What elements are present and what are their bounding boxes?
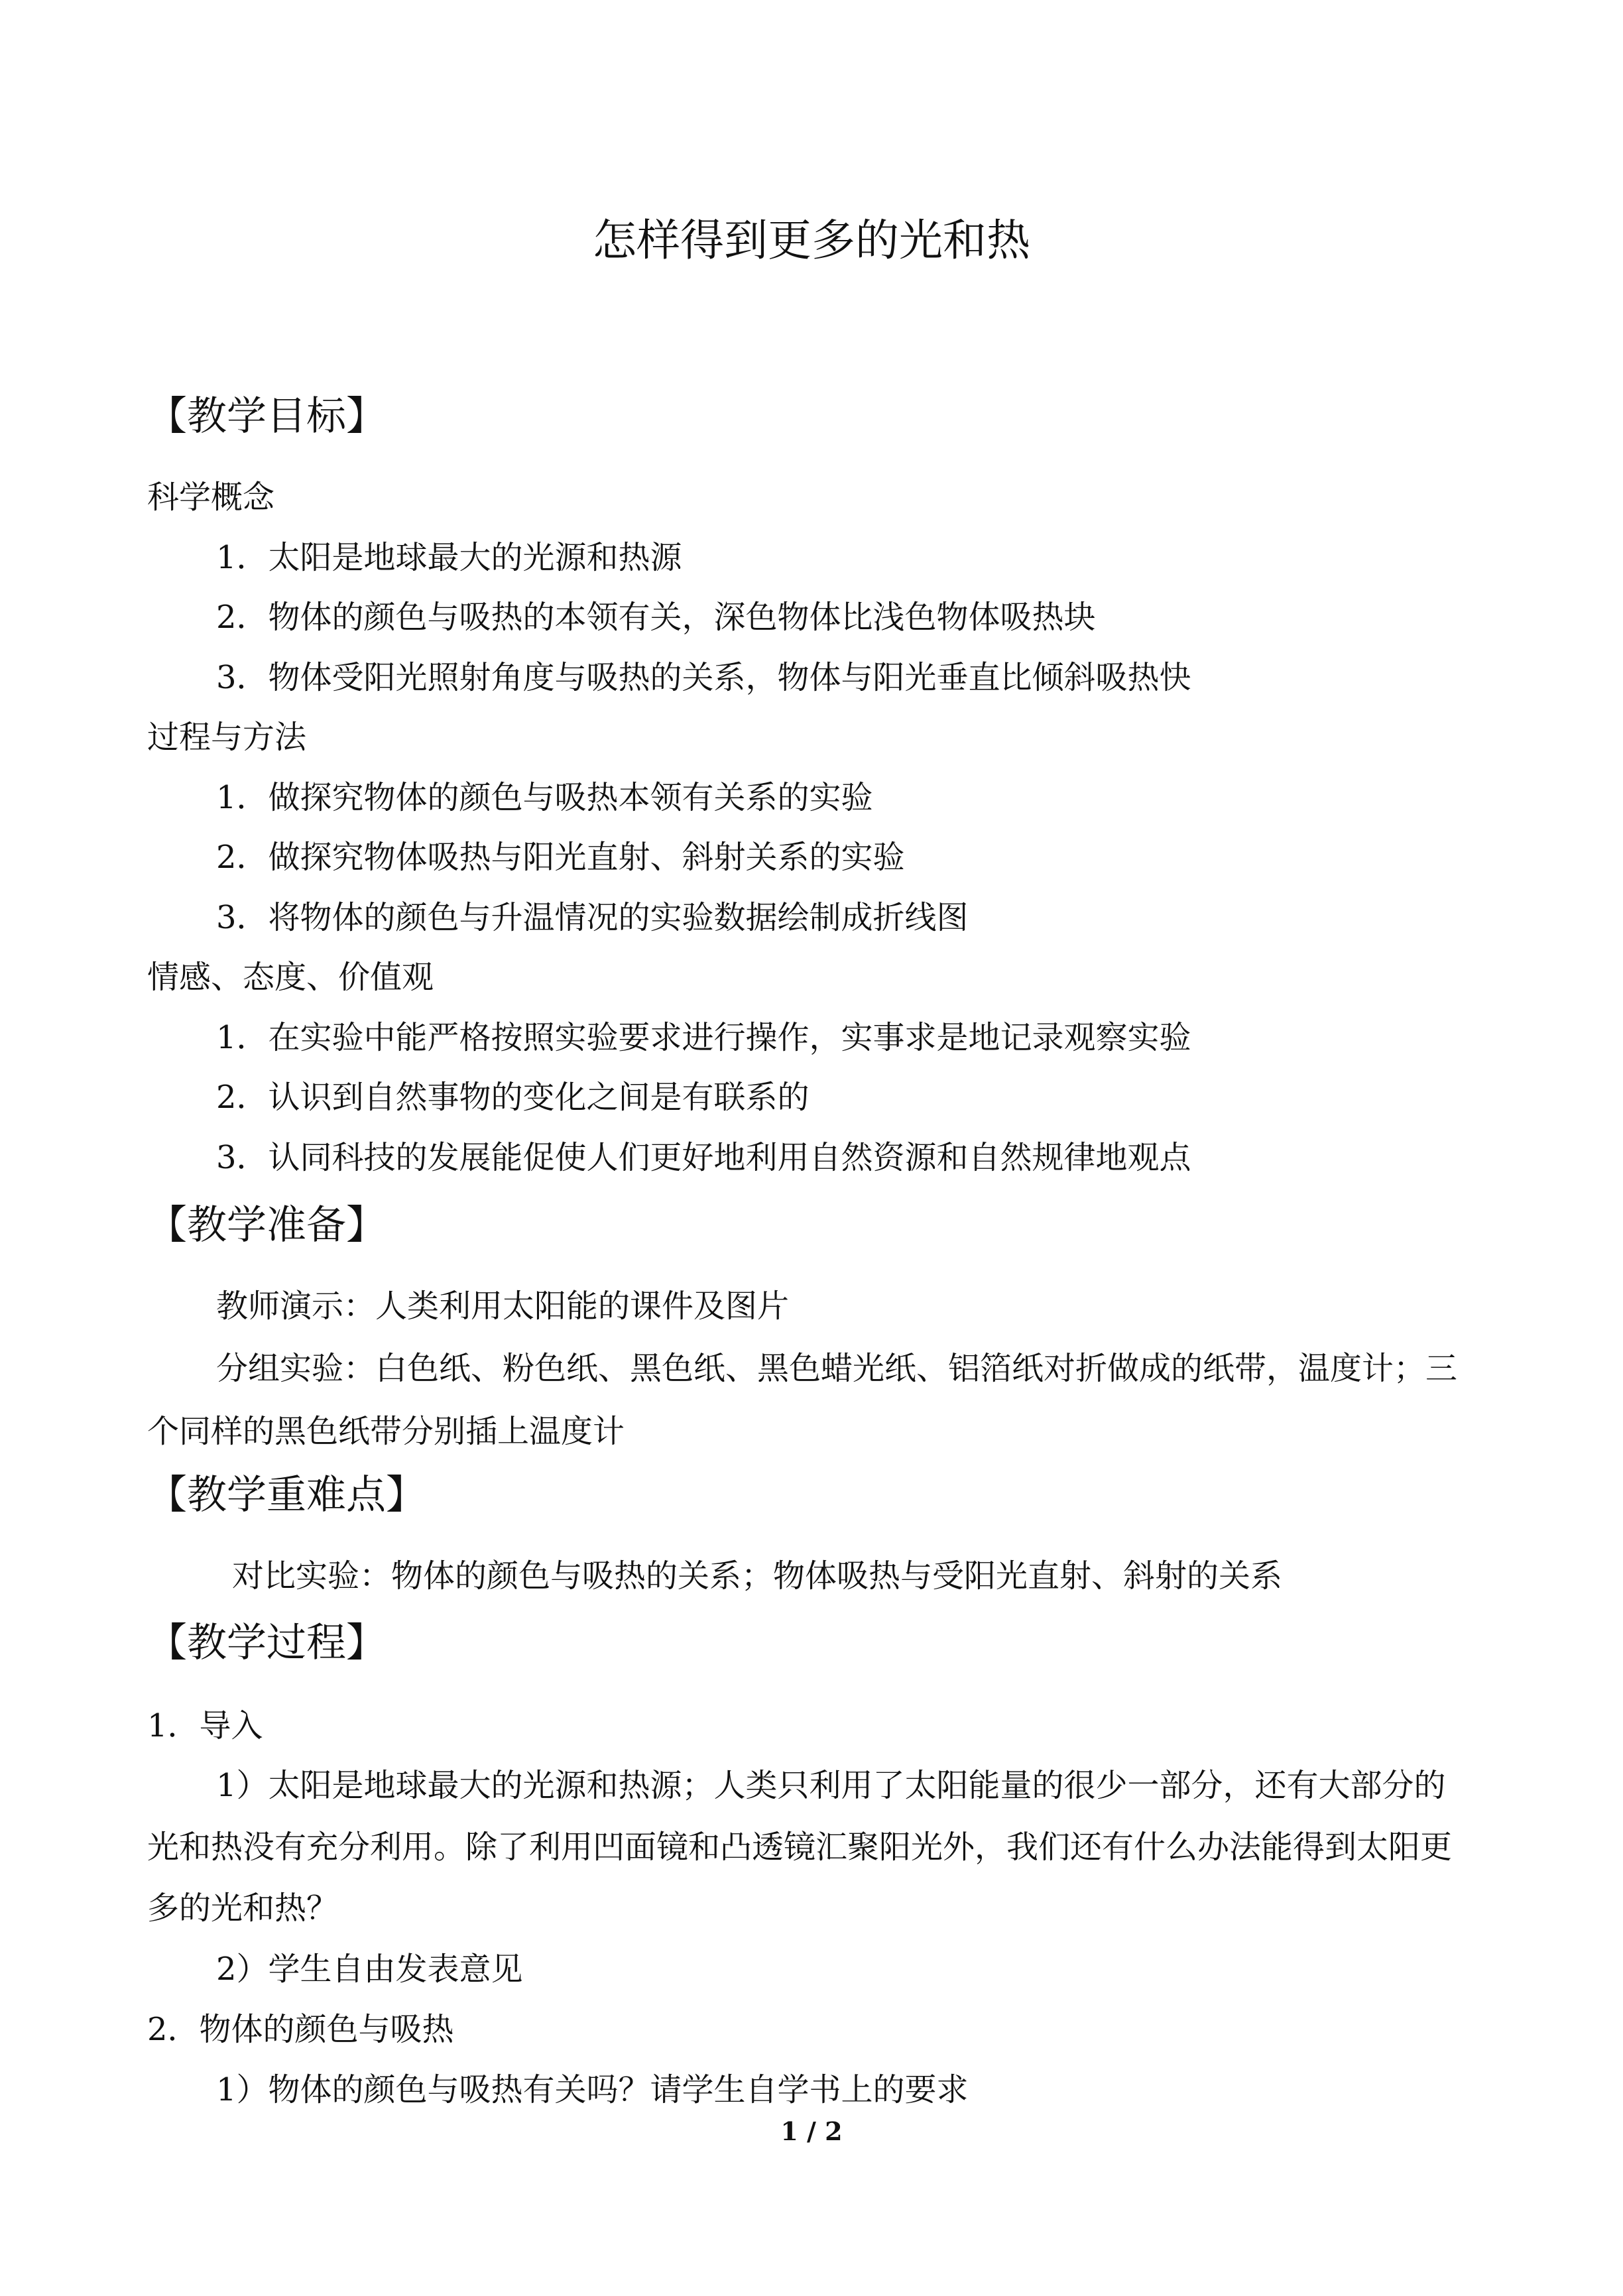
process-line: 多的光和热？ [147, 1890, 339, 1927]
process-line: 光和热没有充分利用。除了利用凹面镜和凸透镜汇聚阳光外，我们还有什么办法能得到太阳更 [147, 1829, 1453, 1866]
objective-item: 2．认识到自然事物的变化之间是有联系的 [216, 1079, 810, 1116]
preparation-line: 分组实验：白色纸、粉色纸、黑色纸、黑色蜡光纸、铝箔纸对折做成的纸带，温度计；三 [216, 1350, 1458, 1387]
section-heading-process: 【教学过程】 [147, 1620, 386, 1666]
process-line: 1）物体的颜色与吸热有关吗？请学生自学书上的要求 [216, 2071, 969, 2108]
objective-item: 2．做探究物体吸热与阳光直射、斜射关系的实验 [216, 839, 905, 876]
page-number: 1 / 2 [780, 2116, 843, 2146]
objective-group-label: 情感、态度、价值观 [147, 959, 434, 996]
objective-item: 3．认同科技的发展能促使人们更好地利用自然资源和自然规律地观点 [216, 1139, 1191, 1176]
section-heading-objectives: 【教学目标】 [147, 393, 386, 440]
objective-item: 3．将物体的颜色与升温情况的实验数据绘制成折线图 [216, 899, 969, 936]
objective-group-label: 过程与方法 [147, 719, 307, 756]
objective-item: 2．物体的颜色与吸热的本领有关，深色物体比浅色物体吸热块 [216, 599, 1096, 636]
preparation-line: 个同样的黑色纸带分别插上温度计 [147, 1413, 625, 1450]
process-line: 1）太阳是地球最大的光源和热源；人类只利用了太阳能量的很少一部分，还有大部分的 [216, 1767, 1446, 1804]
objective-group-label: 科学概念 [147, 479, 275, 516]
process-line: 2）学生自由发表意见 [216, 1951, 523, 1988]
process-step-title: 2．物体的颜色与吸热 [147, 2011, 454, 2048]
objective-item: 1．做探究物体的颜色与吸热本领有关系的实验 [216, 779, 873, 816]
preparation-line: 教师演示：人类利用太阳能的课件及图片 [216, 1288, 790, 1325]
process-step-title: 1．导入 [147, 1707, 263, 1744]
objective-item: 3．物体受阳光照射角度与吸热的关系，物体与阳光垂直比倾斜吸热快 [216, 659, 1191, 696]
document-title: 怎样得到更多的光和热 [593, 215, 1030, 266]
section-heading-preparation: 【教学准备】 [147, 1202, 386, 1248]
objective-item: 1．在实验中能严格按照实验要求进行操作，实事求是地记录观察实验 [216, 1019, 1191, 1056]
key-points-text: 对比实验：物体的颜色与吸热的关系；物体吸热与受阳光直射、斜射的关系 [232, 1557, 1283, 1595]
section-heading-key-points: 【教学重难点】 [147, 1472, 426, 1518]
objective-item: 1．太阳是地球最大的光源和热源 [216, 539, 682, 576]
